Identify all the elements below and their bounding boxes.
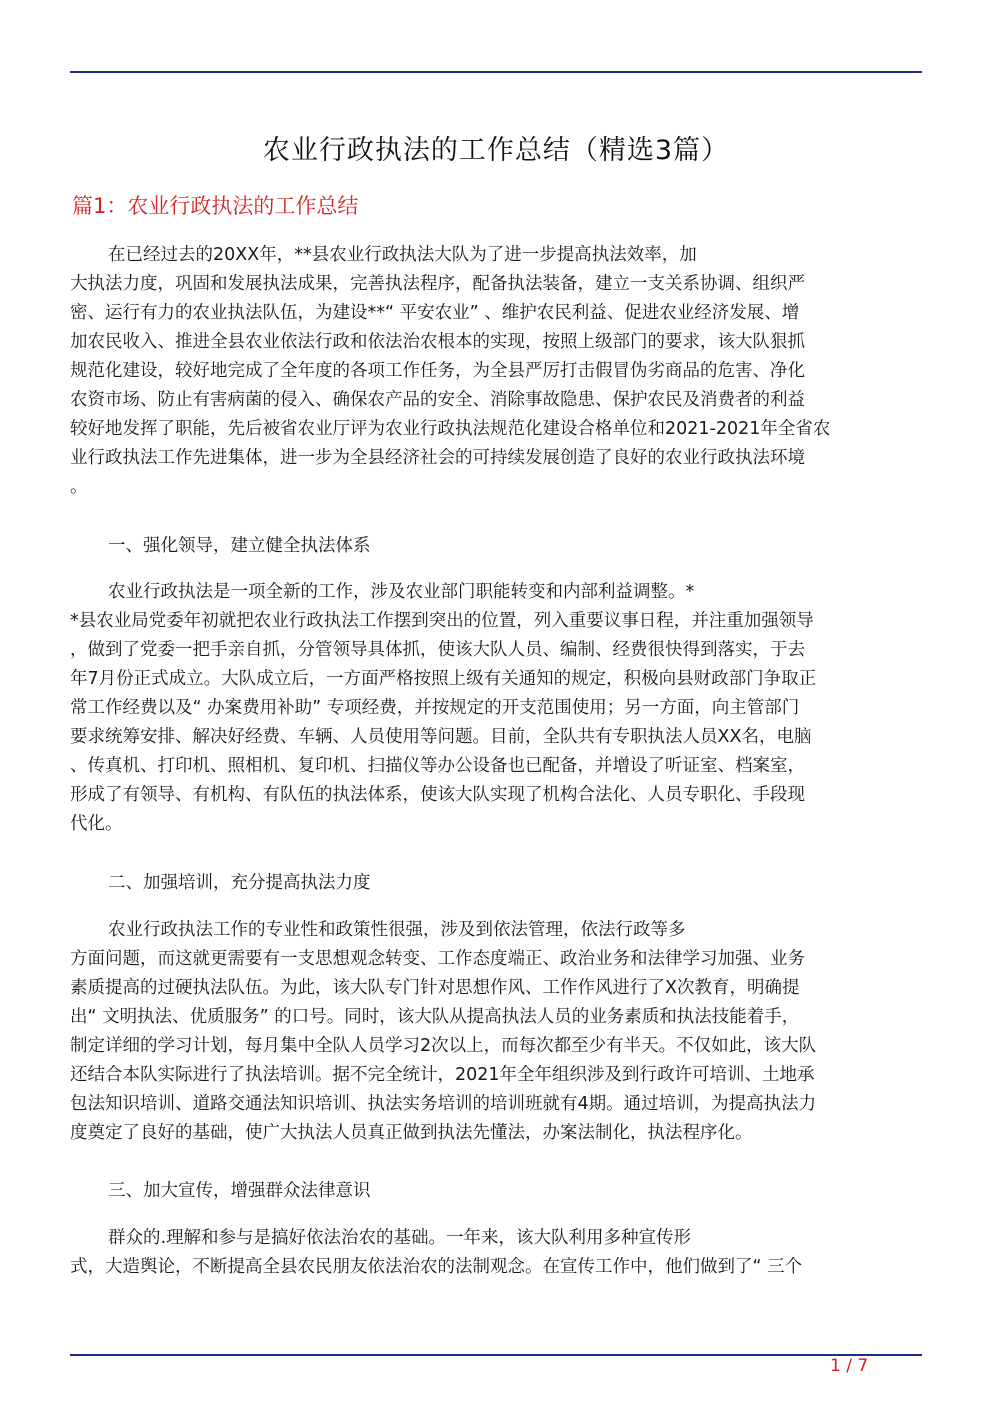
text-line: 代化。 — [70, 814, 123, 834]
paragraph-publicity — [70, 1224, 922, 1282]
text-line: 度奠定了良好的基础，使广大执法人员真正做到执法先懂法，办案法制化，执法程序化。 — [70, 1123, 753, 1143]
text-line: 加农民收入、推进全县农业依法行政和依法治农根本的实现，按照上级部门的要求，该大队狠抓 — [70, 332, 805, 352]
paragraph-training — [70, 916, 922, 1148]
text-line: 农资市场、防止有害病菌的侵入、确保农产品的安全、消除事故隐患、保护农民及消费者的利益 — [70, 390, 805, 410]
text-line: 在已经过去的20XX年，**县农业行政执法大队为了进一步提高执法效率，加 — [108, 245, 697, 265]
heading-1: 一、强化领导，建立健全执法体系 — [108, 536, 371, 556]
text-line: 农业行政执法工作的专业性和政策性很强，涉及到依法管理，依法行政等多 — [108, 920, 686, 940]
header-rule — [70, 71, 922, 73]
section-title: 篇1：农业行政执法的工作总结 — [72, 194, 359, 218]
heading-3: 三、加大宣传，增强群众法律意识 — [108, 1181, 371, 1201]
page-number: 1 / 7 — [830, 1356, 869, 1376]
text-line: 农业行政执法是一项全新的工作，涉及农业部门职能转变和内部利益调整。* — [108, 582, 695, 602]
text-line: 出“ 文明执法、优质服务” 的口号。同时，该大队从提高执法人员的业务素质和执法技能着手， — [70, 1007, 800, 1027]
text-line: 业行政执法工作先进集体，进一步为全县经济社会的可持续发展创造了良好的农业行政执法环境 — [70, 448, 805, 468]
text-line: 方面问题，而这就更需要有一支思想观念转变、工作态度端正、政治业务和法律学习加强、业务 — [70, 949, 805, 969]
text-line: 规范化建设，较好地完成了全年度的各项工作任务，为全县严厉打击假冒伪劣商品的危害、净化 — [70, 361, 805, 381]
footer-rule — [70, 1354, 922, 1356]
text-line: 式，大造舆论，不断提高全县农民朋友依法治农的法制观念。在宣传工作中，他们做到了“ 三个 — [70, 1257, 803, 1277]
text-line: 、传真机、打印机、照相机、复印机、扫描仪等办公设备也已配备，并增设了听证室、档案室， — [70, 756, 805, 776]
text-line: 常工作经费以及“ 办案费用补助” 专项经费，并按规定的开支范围使用；另一方面，向主管部门 — [70, 698, 800, 718]
text-line: 包法知识培训、道路交通法知识培训、执法实务培训的培训班就有4期。通过培训，为提高执法力 — [70, 1094, 817, 1114]
text-line: 较好地发挥了职能，先后被省农业厅评为农业行政执法规范化建设合格单位和2021-2021年全省农 — [70, 419, 831, 439]
heading-2: 二、加强培训，充分提高执法力度 — [108, 873, 371, 893]
paragraph-leadership — [70, 578, 922, 839]
text-line: 密、运行有力的农业执法队伍，为建设**“ 平安农业” 、维护农民利益、促进农业经济发展、增 — [70, 303, 800, 323]
text-line: 形成了有领导、有机构、有队伍的执法体系，使该大队实现了机构合法化、人员专职化、手段现 — [70, 785, 805, 805]
text-line: 素质提高的过硬执法队伍。为此，该大队专门针对思想作风、工作作风进行了X次教育，明确提 — [70, 978, 800, 998]
document-title: 农业行政执法的工作总结（精选3篇） — [262, 135, 730, 166]
text-line: *县农业局党委年初就把农业行政执法工作摆到突出的位置，列入重要议事日程，并注重加强领导 — [70, 611, 814, 631]
paragraph-intro — [70, 241, 922, 502]
text-line: 还结合本队实际进行了执法培训。据不完全统计，2021年全年组织涉及到行政许可培训、土地承 — [70, 1065, 815, 1085]
text-line: 。 — [70, 477, 88, 497]
text-line: 要求统筹安排、解决好经费、车辆、人员使用等问题。目前，全队共有专职执法人员XX名，电脑 — [70, 727, 812, 747]
text-line: 大执法力度，巩固和发展执法成果，完善执法程序，配备执法装备，建立一支关系协调、组织严 — [70, 274, 805, 294]
text-line: 群众的.理解和参与是搞好依法治农的基础。一年来，该大队利用多种宣传形 — [108, 1228, 692, 1248]
text-line: 年7月份正式成立。大队成立后，一方面严格按照上级有关通知的规定，积极向县财政部门争取正 — [70, 669, 817, 689]
text-line: ，做到了党委一把手亲自抓，分管领导具体抓，使该大队人员、编制、经费很快得到落实，于去 — [70, 640, 805, 660]
text-line: 制定详细的学习计划，每月集中全队人员学习2次以上，而每次都至少有半天。不仅如此，该大队 — [70, 1036, 817, 1056]
